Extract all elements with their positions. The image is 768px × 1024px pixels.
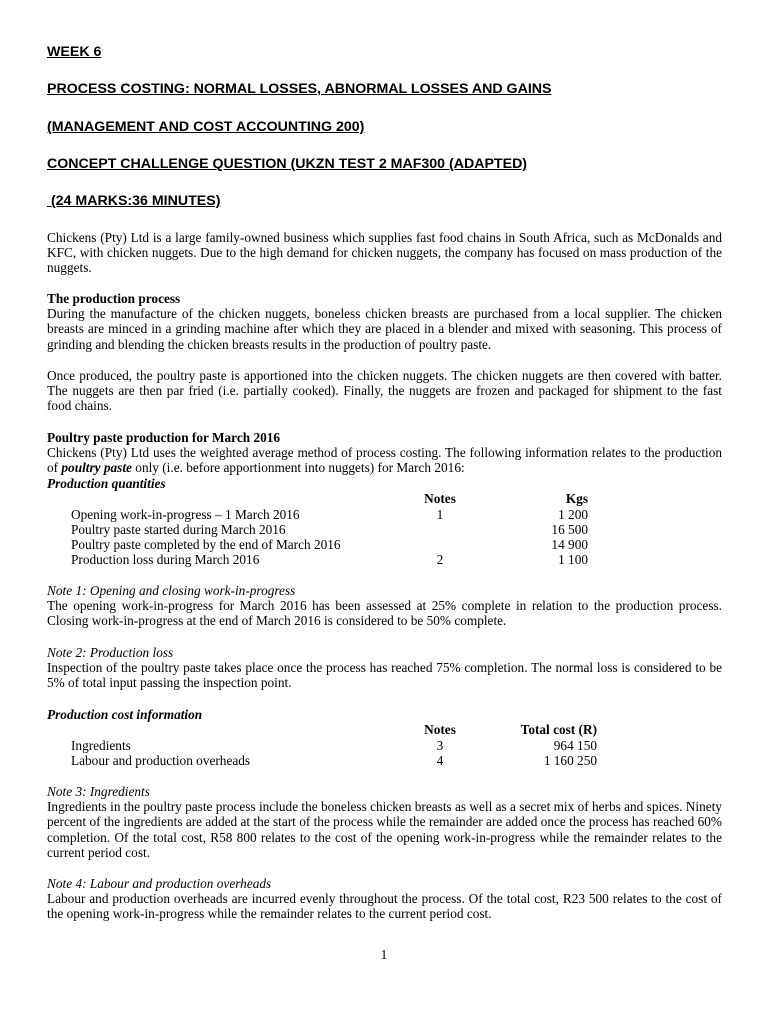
table-row-note: 4	[436, 753, 444, 768]
production-process-title: The production process	[47, 291, 181, 306]
production-process-para-2: Once produced, the poultry paste is apportioned into the chicken nuggets. The chicken nuggets are then covered with batter. The nuggets are then par fried (i.e. partially cooked). Finally, the nuggets are frozen and packaged for shipment to the fast food chains.	[47, 368, 722, 414]
table-row-label: Opening work-in-progress – 1 March 2016	[71, 507, 300, 522]
costs-notes-header: Notes	[424, 722, 456, 737]
production-process-para-1: During the manufacture of the chicken nuggets, boneless chicken breasts are purchased from a local supplier. The chicken breasts are minced in a grinding machine after which they are placed in a blender and mixed with seasoning. This process of grinding and blending the chicken breasts results in the production of poultry paste.	[47, 306, 722, 352]
quantities-notes-header: Notes	[424, 491, 456, 506]
table-row-value: 14 900	[551, 537, 588, 552]
note-1-text: The opening work-in-progress for March 2016 has been assessed at 25% complete in relation to the production process. Closing work-in-progress at the end of March 2016 is considered to be 50% complete.	[47, 598, 722, 629]
table-row-value: 964 150	[553, 738, 597, 753]
note-1-section	[47, 583, 722, 629]
note-1-title: Note 1: Opening and closing work-in-progress	[47, 583, 296, 598]
week-heading: WEEK 6	[47, 44, 102, 60]
marks-heading: (24 MARKS:36 MINUTES)	[47, 193, 221, 209]
paste-production-title: Poultry paste production for March 2016	[47, 430, 281, 445]
note-2-section	[47, 645, 722, 691]
note-2-text: Inspection of the poultry paste takes place once the process has reached 75% completion. The normal loss is considered to be 5% of total input passing the inspection point.	[47, 660, 722, 691]
paste-text-before: Chickens (Pty) Ltd uses the weighted average method of process costing. The following information relates to the production of	[47, 445, 722, 476]
table-row-label: Poultry paste completed by the end of March 2016	[71, 537, 341, 552]
paste-text-after: only (i.e. before apportionment into nuggets) for March 2016:	[131, 460, 465, 476]
table-row-value: 1 200	[558, 507, 588, 522]
topic-heading: PROCESS COSTING: NORMAL LOSSES, ABNORMAL LOSSES AND GAINS	[47, 81, 552, 97]
paste-text-emphasis: poultry paste	[61, 460, 132, 476]
intro-paragraph	[47, 230, 722, 276]
quantities-title: Production quantities	[47, 475, 166, 491]
costs-title: Production cost information	[47, 707, 203, 722]
note-3-title: Note 3: Ingredients	[47, 784, 150, 799]
table-row-value: 16 500	[551, 522, 588, 537]
table-row-note: 3	[436, 738, 444, 753]
production-process-para-2-block	[47, 368, 722, 414]
table-row-label: Production loss during March 2016	[71, 552, 260, 567]
challenge-heading: CONCEPT CHALLENGE QUESTION (UKZN TEST 2 MAF300 (ADAPTED)	[47, 156, 528, 172]
quantities-kgs-header: Kgs	[565, 491, 588, 506]
production-process-section	[47, 291, 722, 352]
table-row-note: 1	[436, 507, 444, 522]
note-2-title: Note 2: Production loss	[47, 645, 174, 660]
table-row-value: 1 100	[558, 552, 588, 567]
paste-production-section	[47, 430, 722, 491]
table-row-label: Labour and production overheads	[71, 753, 251, 768]
note-3-text: Ingredients in the poultry paste process include the boneless chicken breasts as well as a secret mix of herbs and spices. Ninety percent of the ingredients are added at the start of the process while the remainder are added once the process has reached 60% completion. Of the total cost, R58 800 relates to the cost of the opening work-in-progress while the remainder relates to the current period cost.	[47, 799, 722, 860]
table-row-note: 2	[436, 552, 444, 567]
paste-production-text	[47, 445, 722, 475]
note-4-title: Note 4: Labour and production overheads	[47, 876, 272, 891]
note-4-section	[47, 876, 722, 922]
table-row-label: Ingredients	[71, 738, 131, 753]
costs-total-header: Total cost (R)	[520, 722, 597, 737]
table-row-value: 1 160 250	[543, 753, 597, 768]
page-number: 1	[380, 947, 388, 962]
note-3-section	[47, 784, 722, 860]
intro-text: Chickens (Pty) Ltd is a large family-owned business which supplies fast food chains in South Africa, such as McDonalds and KFC, with chicken nuggets. Due to the high demand for chicken nuggets, the company has focused on mass production of the nuggets.	[47, 230, 722, 276]
module-heading: (MANAGEMENT AND COST ACCOUNTING 200)	[47, 119, 365, 135]
costs-section-title-block	[47, 707, 722, 722]
note-4-text: Labour and production overheads are incurred evenly throughout the process. Of the total cost, R23 500 relates to the cost of the opening work-in-progress while the remainder relates to the current period cost.	[47, 891, 722, 922]
table-row-label: Poultry paste started during March 2016	[71, 522, 286, 537]
